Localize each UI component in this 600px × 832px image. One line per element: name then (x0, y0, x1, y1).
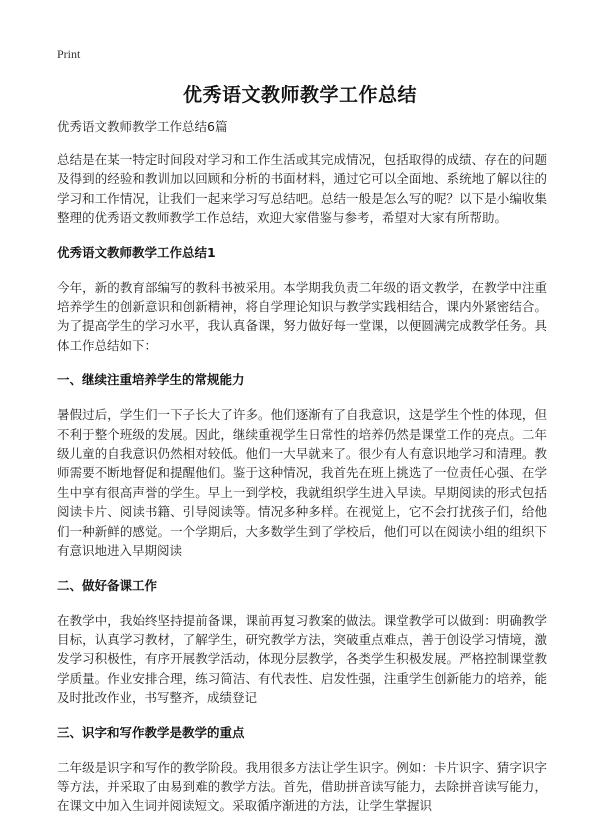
part-paragraph-3: 二年级是识字和写作的教学阶段。我用很多方法让学生识字。例如：卡片识字、猜字识字等方法，并采取了由易到难的教学方法。首先，借助拼音读写能力，去除拼音读写能力，在课文中加入生词并阅读短文。采取循序渐进的方法，让学生掌握识 (57, 759, 547, 814)
part-heading-1: 一、继续注重培养学生的常规能力 (57, 372, 245, 388)
document-subtitle: 优秀语文教师教学工作总结6篇 (57, 119, 228, 134)
part-paragraph-2: 在教学中，我始终坚持提前备课，课前再复习教案的做法。课堂教学可以做到：明确教学目标，认真学习教材，了解学生，研究教学方法，突破重点难点，善于创设学习情境，激发学习积极性，有序开展教学活动，体现分层教学，各类学生积极发展。严格控制课堂教学质量。作业安排合理，练习简洁、有代表性、启发性强，注重学生创新能力的培养，能及时批改作业，书写整齐，成绩登记 (57, 612, 547, 706)
section-paragraph-1: 今年，新的教育部编写的教科书被采用。本学期我负责二年级的语文教学，在教学中注重培养学生的创新意识和创新精神，将自学理论知识与教学实践相结合，课内外紧密结合。为了提高学生的学习水平，我认真备课，努力做好每一堂课，以便圆满完成教学任务。具体工作总结如下： (57, 279, 547, 353)
intro-paragraph: 总结是在某一特定时间段对学习和工作生活或其完成情况，包括取得的成绩、存在的问题及得到的经验和教训加以回顾和分析的书面材料，通过它可以全面地、系统地了解以往的学习和工作情况，让我们一起来学习写总结吧。总结一般是怎么写的呢？以下是小编收集整理的优秀语文教师教学工作总结，欢迎大家借鉴与参考，希望对大家有所帮助。 (57, 152, 547, 226)
part-heading-3: 三、识字和写作教学是教学的重点 (57, 724, 245, 740)
print-label: Print (57, 47, 81, 61)
section-heading-1: 优秀语文教师教学工作总结1 (57, 244, 216, 260)
part-paragraph-1: 暑假过后，学生们一下子长大了许多。他们逐渐有了自我意识，这是学生个性的体现，但不利于整个班级的发展。因此，继续重视学生日常性的培养仍然是课堂工作的亮点。二年级儿童的自我意识仍然相对较低。他们一大早就来了。很少有人有意识地学习和清理。教师需要不断地督促和提醒他们。鉴于这种情况，我首先在班上挑选了一位责任心强、在学生中享有很高声誉的学生。早上一到学校，我就组织学生进入早读。早期阅读的形式包括阅读卡片、阅读书籍、引导阅读等。情况多种多样。在视觉上，它不会打扰孩子们，给他们一种新鲜的感觉。一个学期后，大多数学生到了学校后，他们可以在阅读小组的组织下有意识地进入早期阅读 (57, 407, 547, 559)
part-heading-2: 二、做好备课工作 (57, 577, 158, 593)
document-body (57, 118, 547, 832)
document-title: 优秀语文教师教学工作总结 (182, 84, 417, 106)
